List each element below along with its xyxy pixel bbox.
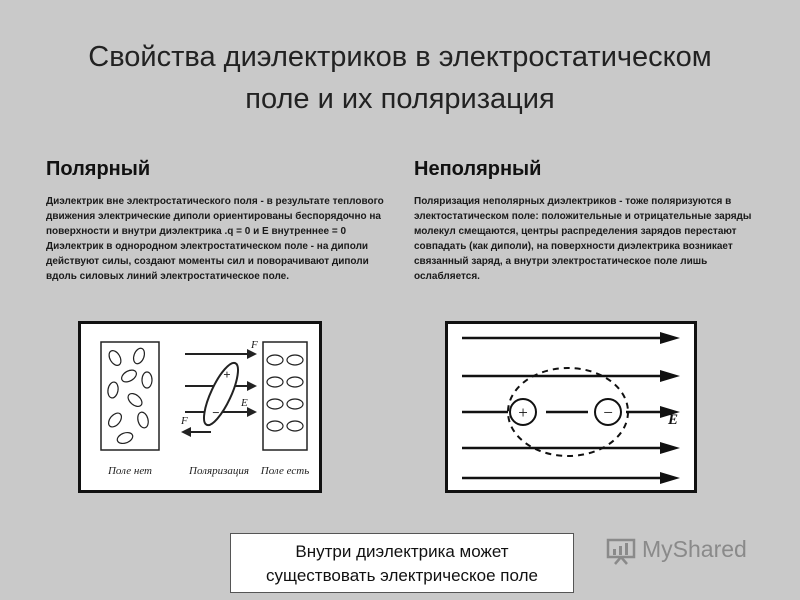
dipole-plus-label: +: [223, 367, 231, 382]
polar-heading: Полярный: [46, 158, 151, 180]
field-block: [263, 342, 307, 450]
callout-line-1: Внутри диэлектрика может: [295, 542, 509, 561]
dipole-rotation-diagram: [180, 339, 258, 437]
slide-title: [40, 36, 760, 120]
no-field-block: [101, 342, 159, 450]
caption-no-field: Поле нет: [107, 465, 153, 477]
force-label-top: F: [251, 339, 258, 351]
polar-description: Диэлектрик вне электростатического поля - в результате теплового движения электрические диполи ориентированы беспорядочно на поверхности и внутри диэлектрика .q = 0 и E внутреннее = 0 Диэлектрик в однородном электростатическом поле - на диполи действуют силы, создают моменты сил и поворачивают диполи вдоль силовых линий электростатическое поле.: [46, 196, 384, 282]
nonpolar-description: Поляризация неполярных диэлектриков - тоже поляризуются в электостатическом поле: положительные и отрицательные заряды молекул смещаются, центры распределения зарядов перестают совпадать (как диполи), на поверхности диэлектрика возникает связанный заряд, а внутри электростатическое поле лишь ослабляется.: [414, 196, 752, 282]
force-label-bottom: F: [181, 415, 188, 427]
caption-field: Поле есть: [260, 465, 310, 477]
negative-charge-label: −: [603, 403, 613, 422]
callout-line-2: существовать электрическое поле: [266, 566, 538, 585]
watermark: [606, 536, 747, 565]
field-label-left: E: [241, 397, 248, 409]
positive-charge-label: +: [518, 403, 528, 422]
field-lines: [462, 338, 662, 478]
conclusion-callout: [230, 533, 574, 593]
polar-dielectric-figure: [78, 321, 322, 493]
title-line-1: Свойства диэлектриков в электростатическом: [88, 41, 712, 73]
caption-polarization: Поляризация: [189, 465, 249, 477]
dipole-minus-label: −: [212, 405, 220, 420]
title-line-2: поле и их поляризация: [245, 83, 555, 115]
nonpolar-heading: Неполярный: [414, 158, 542, 180]
nonpolar-dielectric-figure: [445, 321, 697, 493]
watermark-text: MyShared: [642, 536, 747, 562]
field-label-right: E: [668, 412, 679, 428]
myshared-logo-icon: [606, 537, 636, 565]
